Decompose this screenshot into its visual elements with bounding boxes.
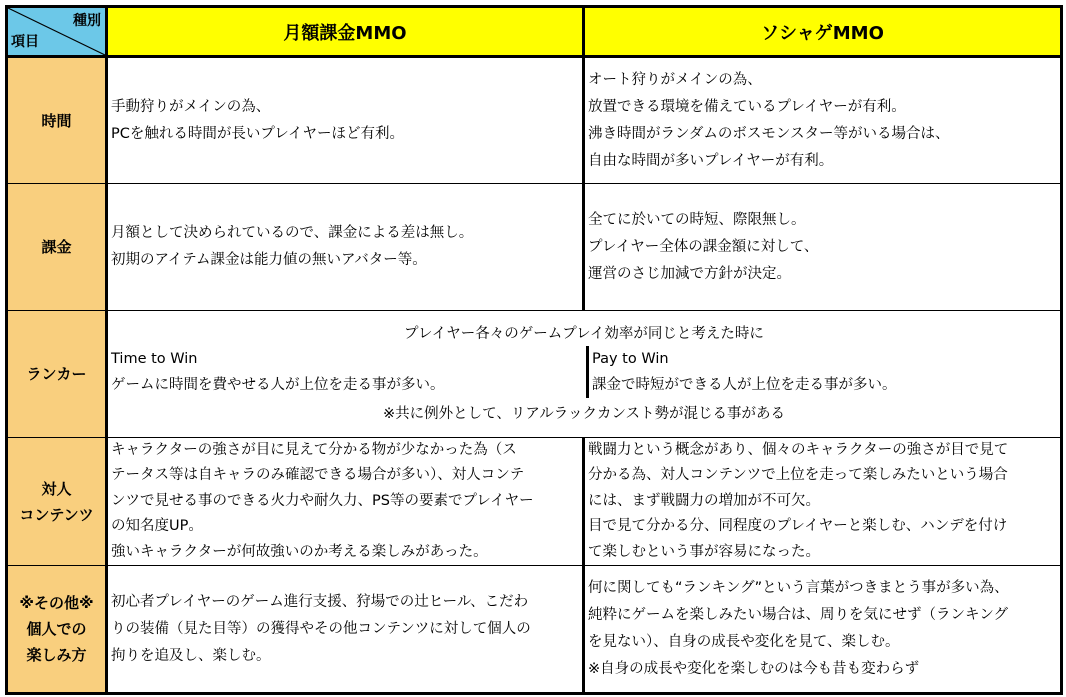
text-line: 強いキャラクターが何故強いのか考える楽しみがあった。 bbox=[111, 543, 488, 560]
text-line: 初期のアイテム課金は能力値の無いアバター等。 bbox=[111, 252, 427, 268]
billing-social-cell bbox=[584, 184, 1062, 311]
row-time bbox=[7, 57, 1062, 184]
column-header-social: ソシャゲMMO bbox=[584, 7, 1062, 57]
row-label-line: 対人 bbox=[41, 479, 72, 498]
text-line: を見ない）、自身の成長や変化を見て、楽しむ。 bbox=[588, 634, 900, 651]
text-line: 月額として決められているので、課金による差は無し。 bbox=[111, 225, 474, 241]
text-line: オート狩りがメインの為、 bbox=[588, 71, 762, 88]
text-line: りの装備（見た目等）の獲得やその他コンテンツに対して個人の bbox=[111, 620, 531, 637]
text-line: PCを触れる時間が長いプレイヤーほど有利。 bbox=[111, 125, 405, 142]
ranker-merged-cell bbox=[107, 311, 1062, 438]
text-line: 初心者プレイヤーのゲーム進行支援、狩場での辻ヒール、こだわ bbox=[111, 593, 529, 610]
text-line: 運営のさじ加減で方針が決定。 bbox=[588, 265, 791, 282]
ranker-monthly-text bbox=[108, 346, 589, 398]
text-line: キャラクターの強さが目に見えて分かる物が少なかった為（ス bbox=[111, 442, 517, 458]
corner-cell bbox=[7, 7, 107, 57]
text-line: 課金で時短ができる人が上位を走る事が多い。 bbox=[592, 377, 897, 393]
text-line: プレイヤー全体の課金額に対して、 bbox=[588, 238, 819, 255]
time-monthly-cell bbox=[107, 57, 584, 184]
ranker-columns bbox=[108, 346, 1060, 398]
text-line: ※自身の成長や変化を楽しむのは今も昔も変わらず bbox=[588, 661, 920, 678]
text-line: 目で見て分かる分、同程度のプレイヤーと楽しむ、ハンデを付け bbox=[588, 518, 1008, 535]
text-line: 手動狩りがメインの為、 bbox=[111, 98, 271, 115]
corner-item-label: 項目 bbox=[11, 34, 39, 50]
row-billing bbox=[7, 184, 1062, 311]
row-label-pvp bbox=[7, 438, 107, 566]
row-label-ranker: ランカー bbox=[7, 311, 107, 438]
row-label-personal bbox=[7, 566, 107, 694]
row-ranker bbox=[7, 311, 1062, 438]
text-line: 純粋にゲームを楽しみたい場合は、周りを気にせず（ランキング bbox=[588, 607, 1009, 624]
personal-social-cell bbox=[584, 566, 1062, 694]
billing-monthly-cell bbox=[107, 184, 584, 311]
text-line: 全てに於いての時短、際限無し。 bbox=[588, 211, 806, 228]
text-line: 分かる為、対人コンテンツで上位を走って楽しみたいという場合 bbox=[588, 467, 1008, 484]
row-label-line: コンテンツ bbox=[19, 505, 94, 524]
text-line: ゲームに時間を費やせる人が上位を走る事が多い。 bbox=[111, 377, 445, 393]
pvp-social-cell bbox=[584, 438, 1062, 566]
ranker-social-text bbox=[589, 346, 1060, 398]
text-line: 自由な時間が多いプレイヤーが有利。 bbox=[588, 152, 834, 169]
row-label-billing: 課金 bbox=[7, 184, 107, 311]
text-line: 戦闘力という概念があり、個々のキャラクターの強さが目で見て bbox=[588, 442, 1009, 458]
text-line: の知名度UP。 bbox=[111, 518, 203, 535]
personal-monthly-cell bbox=[107, 566, 584, 694]
text-line: には、まず戦闘力の増加が不可欠。 bbox=[588, 492, 820, 509]
text-line: て楽しむという事が容易になった。 bbox=[588, 543, 820, 560]
comparison-table bbox=[5, 5, 1063, 695]
row-label-line: 楽しみ方 bbox=[26, 646, 87, 665]
text-line: Pay to Win bbox=[592, 351, 669, 367]
ranker-top-note: プレイヤー各々のゲームプレイ効率が同じと考えた時に bbox=[404, 326, 764, 342]
text-line: 放置できる環境を備えているプレイヤーが有利。 bbox=[588, 98, 906, 115]
pvp-monthly-cell bbox=[107, 438, 584, 566]
column-header-monthly: 月額課金MMO bbox=[107, 7, 584, 57]
text-line: ンツで見せる事のできる火力や耐久力、PS等の要素でプレイヤー bbox=[111, 492, 534, 509]
row-label-line: ※その他※ bbox=[19, 594, 94, 613]
corner-kind-label: 種別 bbox=[73, 13, 101, 29]
time-social-cell bbox=[584, 57, 1062, 184]
text-line: 拘りを追及し、楽しむ。 bbox=[111, 647, 271, 664]
row-label-time: 時間 bbox=[7, 57, 107, 184]
ranker-bottom-note: ※共に例外として、リアルラックカンスト勢が混じる事がある bbox=[382, 406, 786, 422]
row-label-line: 個人での bbox=[26, 620, 87, 639]
text-line: 沸き時間がランダムのボスモンスター等がいる場合は、 bbox=[588, 125, 950, 142]
text-line: 何に関しても“ランキング”という言葉がつきまとう事が多い為、 bbox=[588, 580, 1009, 597]
text-line: テータス等は自キャラのみ確認できる場合が多い）、対人コンテ bbox=[111, 467, 525, 484]
text-line: Time to Win bbox=[111, 351, 198, 367]
row-personal bbox=[7, 566, 1062, 694]
header-row bbox=[7, 7, 1062, 57]
row-pvp bbox=[7, 438, 1062, 566]
